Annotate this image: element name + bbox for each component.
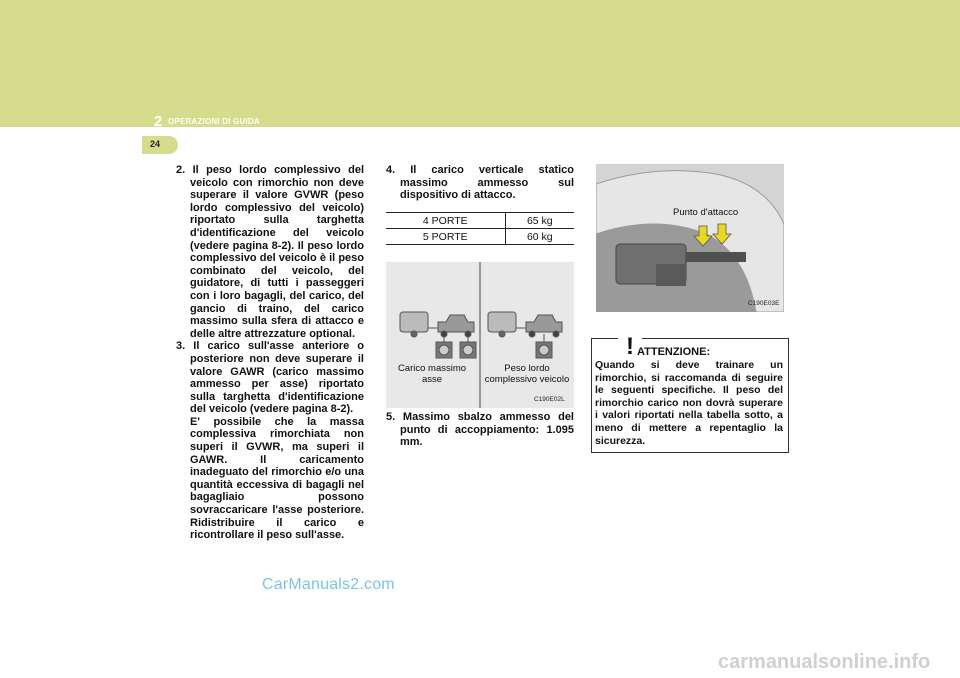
- axle-load-label: [392, 363, 472, 385]
- table-row: [386, 213, 574, 229]
- table-cell-doors: 4 PORTE: [386, 213, 505, 229]
- page-number: 24: [150, 139, 161, 149]
- item-number: 3.: [176, 340, 186, 353]
- svg-text:!: !: [626, 333, 634, 358]
- item-text: Il peso lordo complessivo del veicolo con rimorchio non deve superare il valore GVWR (peso lordo complessivo del veicolo) riportato sulla targhetta d'identificazione del veicolo (vedere pagina 8-2). Il peso lordo complessivo del veicolo è il peso combinato del veicolo, del guidatore, di tutti i passeggeri con i loro bagagli, del carico, del gancio di traino, del carico massimo sulla sfera di attacco e delle altre attrezzature optional.: [190, 164, 364, 340]
- hitch-load-table: [386, 212, 574, 245]
- rear-bumper-illustration: [596, 164, 784, 312]
- label-line: asse: [421, 374, 443, 385]
- weight-diagram: [386, 262, 574, 408]
- item-text-continued: E' possibile che la massa complessiva rimorchiata non superi il GVWR, ma superi il GAWR. Il caricamento inadeguato del rimorchio e/o una quantità eccessiva di bagagli nel bagagliaio possono sovraccaricare l'asse posteriore. Ridistribuire il carico e ricontrollare il peso sull'asse.: [190, 415, 364, 542]
- warning-title: ATTENZIONE:: [637, 346, 711, 358]
- item-number: 4.: [386, 164, 396, 176]
- gross-weight-label: [480, 363, 574, 385]
- label-line: Peso lordo: [504, 363, 550, 374]
- item-text: Il carico sull'asse anteriore o posteriore non deve superare il valore GAWR (carico massimo ammesso per asse) riportato sulla targhetta d'identificazione del veicolo (vedere pagina 8-2).: [190, 340, 364, 416]
- section-number: 2: [154, 113, 163, 130]
- section-title: OPERAZIONI DI GUIDA: [168, 117, 260, 126]
- left-column: [176, 164, 364, 542]
- item-text: Massimo sbalzo ammesso del punto di accoppiamento: 1.095 mm.: [400, 411, 574, 449]
- list-item-2: [176, 164, 364, 340]
- trailer-car-illustration: [386, 262, 574, 408]
- watermark-right: carmanualsonline.info: [718, 651, 931, 673]
- table-cell-doors: 5 PORTE: [386, 229, 505, 245]
- watermark-left: CarManuals2.com: [262, 576, 395, 593]
- warning-text: Quando si deve trainare un rimorchio, si raccomanda di seguire le seguenti specifiche. Il peso del rimorchio carico non dovrà superare i valori riportati nella tabella sotto, a meno di mettere a repentaglio la sicurezza.: [595, 359, 783, 447]
- table-cell-load: 65 kg: [505, 213, 574, 229]
- table-cell-load: 60 kg: [505, 229, 574, 245]
- label-line: Carico massimo: [397, 363, 467, 374]
- list-item-4: [386, 164, 574, 202]
- header-band: [0, 0, 960, 127]
- middle-column-bottom: [386, 411, 574, 449]
- item-number: 5.: [386, 411, 396, 423]
- middle-column: [386, 164, 574, 202]
- hitch-point-photo: [596, 164, 784, 312]
- list-item-5: [386, 411, 574, 449]
- item-text: Il carico verticale statico massimo ammesso sul dispositivo di attacco.: [400, 164, 574, 202]
- figure-code: C190E02L: [534, 396, 565, 403]
- label-line: complessivo veicolo: [484, 374, 570, 385]
- gross-weight-illustration: [488, 312, 562, 358]
- list-item-3: [176, 340, 364, 416]
- axle-load-illustration: [400, 312, 476, 358]
- item-number: 2.: [176, 164, 186, 176]
- table-row: [386, 229, 574, 245]
- list-item-3-continued: [176, 416, 364, 542]
- hitch-point-label: Punto d'attacco: [673, 207, 739, 218]
- figure-code: C190E03E: [748, 300, 780, 307]
